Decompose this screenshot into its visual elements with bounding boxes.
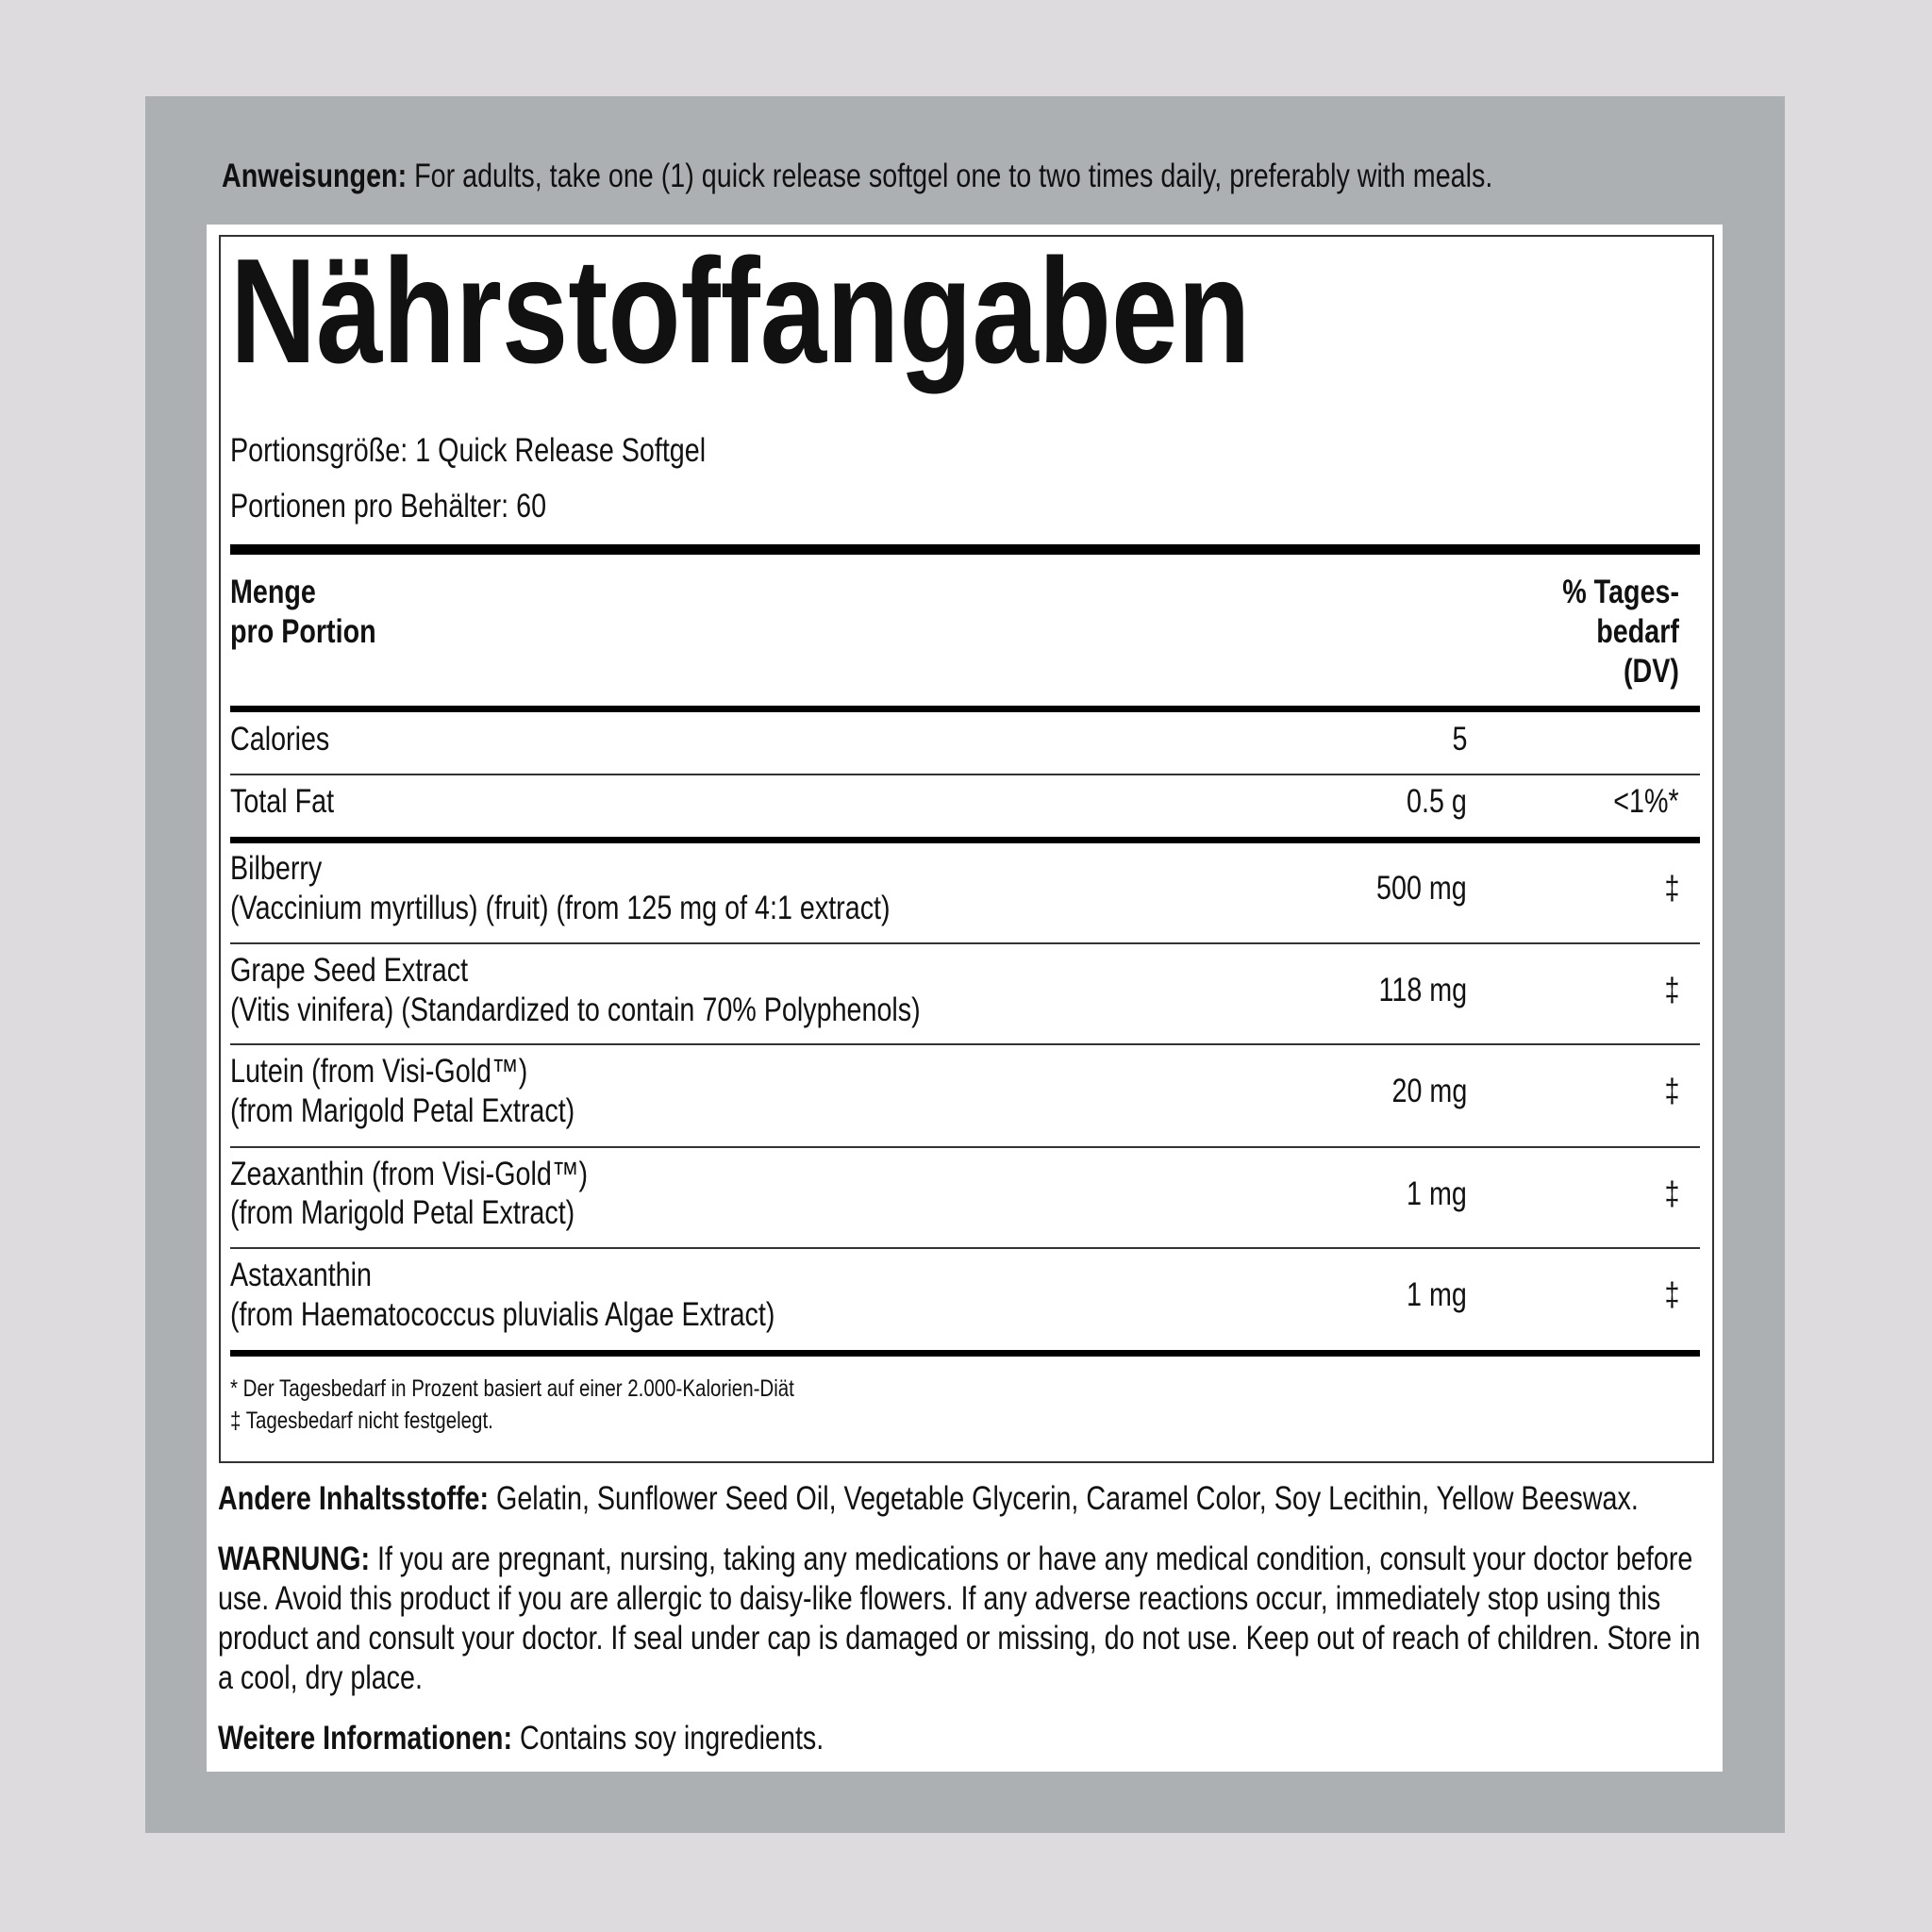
row-sub: (Vitis vinifera) (Standardized to contain 70% Polyphenols): [230, 991, 921, 1028]
divider: [230, 1146, 1700, 1148]
row-name: Grape Seed Extract: [230, 952, 469, 989]
row-dv: <1%*: [1613, 783, 1679, 820]
footnote-not-established: ‡ Tagesbedarf nicht festgelegt.: [230, 1407, 493, 1434]
warning: [218, 1540, 1711, 1698]
row-name: Calories: [230, 721, 330, 758]
row-amount: 118 mg: [1378, 972, 1467, 1008]
warning-text: If you are pregnant, nursing, taking any medications or have any medical condition, consult your doctor before use. Avoid this product if you are allergic to daisy-like flowers. If any adverse reactions occur, immediately stop using this product and consult your doctor. If seal under cap is damaged or missing, do not use. Keep out of reach of children. Store in a cool, dry place.: [218, 1541, 1701, 1696]
dv-header-2: bedarf: [1596, 613, 1679, 650]
row-amount: 1 mg: [1407, 1276, 1467, 1313]
more-info: [218, 1719, 1703, 1758]
divider: [230, 774, 1700, 775]
divider: [230, 1247, 1700, 1249]
row-dv: ‡: [1664, 1073, 1679, 1109]
row-name: Astaxanthin: [230, 1257, 372, 1293]
row-sub: (from Marigold Petal Extract): [230, 1194, 575, 1231]
warning-label: WARNUNG:: [218, 1541, 371, 1577]
amount-header-2: pro Portion: [230, 613, 376, 650]
more-info-label: Weitere Informationen:: [218, 1720, 513, 1757]
divider-thick: [230, 706, 1700, 712]
other-ingredients: [218, 1479, 1703, 1519]
divider-thick: [230, 1350, 1700, 1357]
divider: [230, 942, 1700, 944]
row-name: Total Fat: [230, 783, 335, 820]
row-dv: ‡: [1664, 870, 1679, 907]
row-amount: 500 mg: [1376, 870, 1467, 907]
divider: [230, 1043, 1700, 1045]
dv-header-1: % Tages-: [1562, 574, 1679, 610]
row-amount: 5: [1452, 721, 1467, 758]
servings-per-container: Portionen pro Behälter: 60: [230, 488, 547, 525]
row-name: Bilberry: [230, 850, 323, 887]
more-info-text: Contains soy ingredients.: [512, 1720, 824, 1757]
footnote-dv: * Der Tagesbedarf in Prozent basiert auf einer 2.000-Kalorien-Diät: [230, 1375, 794, 1402]
row-amount: 20 mg: [1391, 1073, 1467, 1109]
row-name: Lutein (from Visi-Gold™): [230, 1053, 528, 1090]
divider-thick: [230, 544, 1700, 555]
page-title: Nährstoffangaben: [230, 228, 1251, 394]
directions-label: Anweisungen:: [222, 158, 408, 194]
amount-header-1: Menge: [230, 574, 316, 610]
row-amount: 0.5 g: [1407, 783, 1467, 820]
nutrition-facts-box: [219, 235, 1714, 1463]
row-sub: (Vaccinium myrtillus) (fruit) (from 125 mg of 4:1 extract): [230, 890, 891, 926]
serving-size: Portionsgröße: 1 Quick Release Softgel: [230, 432, 707, 469]
other-ingredients-text: Gelatin, Sunflower Seed Oil, Vegetable Glycerin, Caramel Color, Soy Lecithin, Yellow Beeswax.: [489, 1480, 1639, 1517]
row-dv: ‡: [1664, 1175, 1679, 1212]
divider-thick: [230, 837, 1700, 843]
directions-text: For adults, take one (1) quick release softgel one to two times daily, preferably with meals.: [407, 158, 1493, 194]
row-amount: 1 mg: [1407, 1175, 1467, 1212]
row-dv: ‡: [1664, 972, 1679, 1008]
directions: [222, 157, 1492, 196]
row-sub: (from Haematococcus pluvialis Algae Extract): [230, 1296, 775, 1333]
dv-header-3: (DV): [1624, 653, 1679, 690]
other-ingredients-label: Andere Inhaltsstoffe:: [218, 1480, 490, 1517]
row-dv: ‡: [1664, 1276, 1679, 1313]
row-name: Zeaxanthin (from Visi-Gold™): [230, 1156, 589, 1192]
row-sub: (from Marigold Petal Extract): [230, 1092, 575, 1129]
